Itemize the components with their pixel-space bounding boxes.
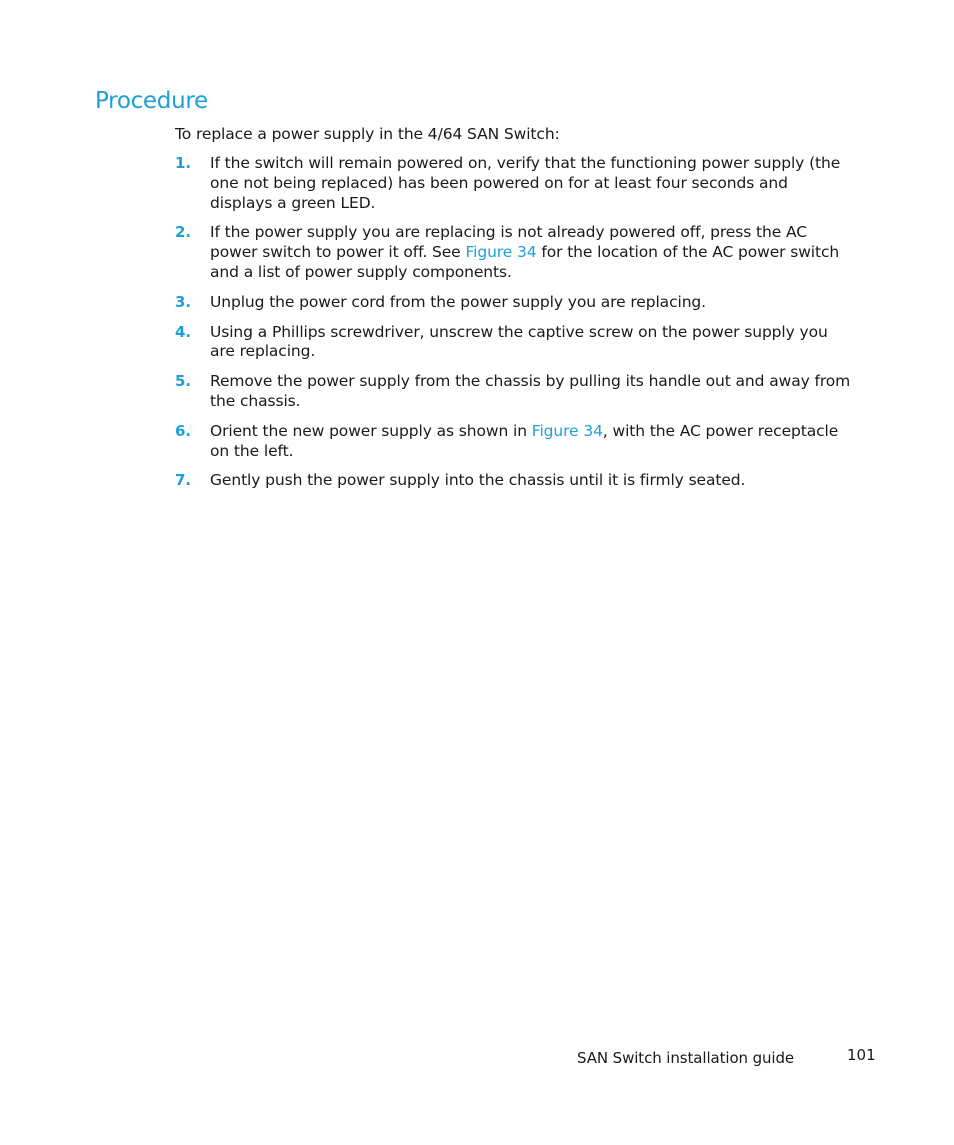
step-text: If the switch will remain powered on, verify that the functioning power supply (the one not being replaced) has been powered on for at least four seconds and displays a green LED. — [210, 154, 841, 212]
step-text-continued: for the location of the AC power switch and a list of power supply components. — [210, 243, 840, 281]
step-number: 4. — [175, 322, 191, 341]
step-4 — [175, 323, 855, 363]
step-3 — [175, 293, 855, 313]
step-number: 6. — [175, 421, 191, 440]
section-heading: Procedure — [95, 88, 208, 114]
step-text: Orient the new power supply as shown in — [210, 421, 532, 440]
step-text: Remove the power supply from the chassis by pulling its handle out and away from the chassis. — [210, 372, 851, 410]
footer-guide-title: SAN Switch installation guide — [577, 1049, 795, 1067]
step-number: 1. — [175, 154, 191, 172]
step-1 — [175, 154, 855, 213]
step-5 — [175, 372, 855, 412]
figure-34-link[interactable]: Figure 34 — [531, 421, 603, 440]
procedure-steps — [175, 154, 855, 501]
step-7 — [175, 471, 855, 491]
step-number: 2. — [175, 223, 191, 242]
intro-text: To replace a power supply in the 4/64 SAN Switch: — [175, 125, 560, 143]
step-number: 3. — [175, 292, 191, 311]
step-6 — [175, 422, 855, 462]
step-text: Using a Phillips screwdriver, unscrew the captive screw on the power supply you are replacing. — [210, 322, 828, 361]
step-text: Unplug the power cord from the power supply you are replacing. — [210, 292, 706, 311]
step-text: Gently push the power supply into the chassis until it is firmly seated. — [210, 471, 746, 490]
step-number: 7. — [175, 471, 191, 490]
page-number: 101 — [847, 1046, 876, 1064]
step-text-continued: , with the AC power receptacle on the left. — [210, 421, 839, 460]
step-2 — [175, 223, 855, 282]
figure-34-link[interactable]: Figure 34 — [465, 243, 537, 262]
step-text: If the power supply you are replacing is not already powered off, press the AC power switch to power it off. See — [210, 223, 807, 262]
step-number: 5. — [175, 372, 191, 391]
